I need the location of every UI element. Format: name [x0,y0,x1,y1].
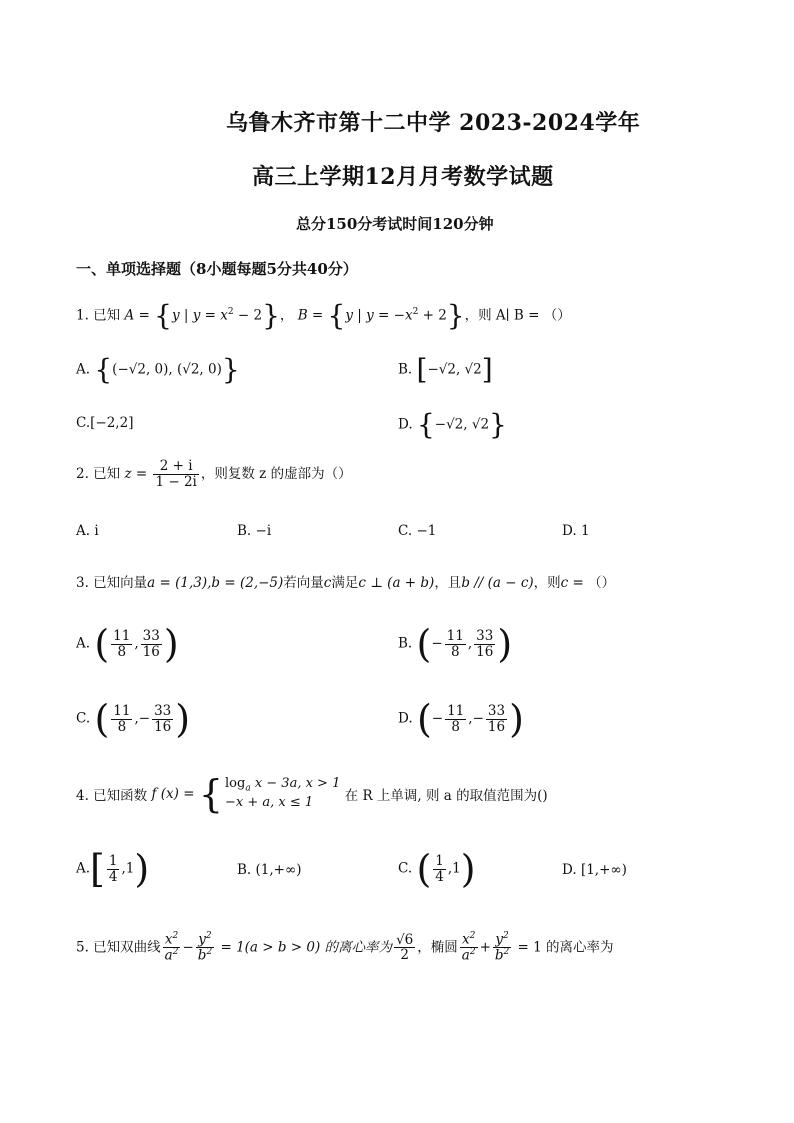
q3-option-c[interactable]: C. ( $\frac{11}{8}$ ,− $\frac{33}{16}$ ) [76,697,191,741]
option-label: A. [76,523,91,539]
fraction-denominator [460,948,478,963]
option-value: (−√2, 0), (√2, 0) [112,361,222,378]
option-label: C. [398,860,413,877]
bracket-left: [ [416,353,428,386]
q1-option-a[interactable] [76,353,240,386]
q4-option-c[interactable] [398,847,476,891]
fraction-denominator: 8 [117,718,127,735]
fraction-denominator: 16 [142,643,160,660]
q4-text: 4. 已知函数 [76,788,148,804]
case-1-tail: x − 3a, x > 1 [250,776,341,792]
q1-set-b-label: B = [297,307,328,324]
fraction-numerator: √6 [396,931,414,948]
brace-right: } [221,353,240,386]
q1-number: 1. 已知 [76,307,121,324]
option-label: C. [76,415,91,431]
q3-option-a[interactable]: A. ( $\frac{11}{8}$ , $\frac{33}{16}$ ) [76,622,179,666]
fraction-denominator: 4 [435,868,444,885]
log-base: a [245,784,251,795]
question-3 [76,571,615,591]
paren-left: ( [94,622,110,666]
fraction-numerator [460,932,478,948]
fraction [111,704,132,735]
q4-case-2: −x + a, x ≤ 1 [225,795,314,811]
option-label: B. [237,862,252,878]
fraction [394,933,415,964]
paren-left: ( [416,622,432,666]
fraction-denominator: 2 [400,947,409,964]
option-value: [1,+∞) [580,862,627,878]
fraction-denominator [196,948,214,963]
option-value: 1 [580,523,590,539]
q2-z: z = [124,465,152,482]
option-value: −√2, √2 [427,361,482,378]
fraction-denominator: 16 [487,718,506,735]
q1-set-b-body: y | y = −x [345,307,413,324]
q4-option-d[interactable] [562,862,627,878]
q3-text: 若向量 [283,575,324,591]
fraction-numerator: 11 [113,702,131,719]
fraction-numerator [196,932,214,948]
bracket-right: ] [481,353,493,386]
fraction-numerator: 11 [113,627,131,644]
fraction [445,629,466,660]
q5-condition: = 1(a > b > 0) 的离心率为 [216,939,393,956]
fraction-denominator: 8 [451,718,460,735]
option-label: B. [398,361,413,378]
var-x: x [461,931,470,948]
fraction-numerator [163,932,181,948]
fraction-numerator: 1 [108,852,118,869]
exponent: 2 [503,947,510,958]
fraction [445,704,466,735]
q3-option-d[interactable]: D. (− $\frac{11}{8}$ ,− $\frac{33}{16}$ ) [398,697,524,741]
paren-right: ) [509,697,524,741]
q4-piecewise [225,776,340,811]
brace-right: } [446,299,465,332]
fraction-numerator [493,932,511,948]
q2-option-c[interactable] [398,523,436,539]
exponent: 2 [172,947,179,958]
option-value: (1,+∞) [255,862,302,878]
option-value: −1 [416,523,437,539]
fraction-numerator: 33 [142,627,160,644]
bracket-left: [ [90,847,105,891]
fraction [433,854,446,885]
var-b: b [494,947,504,964]
fraction [493,932,511,964]
q3-text: 满足 [331,575,359,591]
fraction-numerator: 11 [446,627,464,644]
option-label: D. [562,862,577,878]
q1-question: ，则 A∣ B = （） [464,307,571,324]
q3-vector-c: c [323,575,332,591]
option-label: B. [398,635,413,652]
fraction [196,932,214,964]
option-label: D. [398,416,413,433]
q5-text: 5. 已知双曲线 [76,939,161,956]
q1-set-a-exp: 2 [227,307,234,317]
minus-sign: − [138,710,151,727]
question-2 [76,459,352,490]
fraction-numerator: 33 [154,702,172,719]
brace-left: { [94,353,113,386]
exponent: 2 [503,931,509,941]
q5-text: ，椭圆 [417,939,458,956]
minus-sign: − [431,635,443,652]
brace-right: } [489,408,507,441]
q1-option-d[interactable] [398,408,507,441]
q3-text: 3. 已知向量 [76,575,148,591]
option-tail: ,1 [447,860,461,877]
q4-option-b[interactable] [237,862,302,878]
fraction [141,629,162,660]
var-y: y [198,931,206,948]
option-value: −i [255,523,272,539]
paren-left: ( [416,697,432,741]
paren-right: ) [460,847,476,891]
paren-left: ( [94,697,110,741]
q3-question: = （） [568,575,616,591]
fraction-numerator: 1 [435,852,444,869]
question-5: 5. 已知双曲线 $\frac{x^2}{a^2}$ − $\frac{y^2}{b^2}$ = 1(a > b > 0) 的离心率为 $\frac{√6}{2}$ ，椭圆 $\frac{x^2}{a^2}$ + $\frac{y^2}{b^2}$ = 1 的离心率为 [76,931,614,964]
option-label: A. [76,860,91,877]
exam-subtitle: 总分150分考试时间120分钟 [296,215,494,233]
q3-condition-1: c ⊥ (a + b) [358,575,435,591]
fraction [460,932,478,964]
paren-right: ) [175,697,191,741]
fraction [163,932,181,964]
brace-left: { [416,408,435,441]
exponent: 2 [469,931,476,941]
option-value: i [94,523,99,539]
paren-right: ) [163,622,179,666]
option-label: D. [562,523,577,539]
option-label: A. [76,635,91,652]
q3-vector-b: b = (2,−5) [211,575,284,591]
q3-text: ，则 [533,575,561,591]
var-a: a [461,947,470,964]
fraction-denominator: 1 − 2i [155,473,197,490]
fraction [111,629,132,660]
q1-set-a-body: y | y = x [171,307,228,324]
q1-set-b-exp: 2 [412,307,419,317]
fraction [107,854,120,885]
exam-title-line2: 高三上学期12月月考数学试题 [252,164,554,190]
log-text: log [225,776,246,792]
fraction [474,629,495,660]
fraction [486,704,507,735]
q2-option-d[interactable] [562,523,590,539]
q1-set-a-tail: − 2 [233,307,263,324]
q2-option-a[interactable] [76,523,99,539]
var-x: x [164,931,173,948]
fraction [152,704,173,735]
option-label: D. [398,710,413,727]
exponent: 2 [205,931,212,941]
fraction-denominator [493,948,511,963]
fraction-denominator: 4 [108,868,118,885]
minus-sign: − [472,710,484,727]
q3-vector-a: a = (1,3), [147,575,212,591]
brace-left: { [327,299,346,332]
exponent: 2 [469,947,476,958]
fraction-denominator [163,948,181,963]
q2-question: ，则复数 z 的虚部为（） [200,465,352,482]
option-label: A. [76,361,91,378]
q1-option-c[interactable] [76,415,133,431]
fraction-numerator: 33 [487,702,506,719]
brace-left: { [154,299,172,332]
brace-left: { [198,772,223,816]
minus-sign: − [431,710,444,727]
q1-option-b[interactable] [398,353,493,386]
q4-question: 在 R 上单调, 则 a 的取值范围为() [344,788,548,804]
paren-right: ) [134,847,150,891]
q5-question: = 1 的离心率为 [513,939,614,956]
question-1 [76,299,571,332]
option-value: [−2,2] [90,415,134,431]
exam-title-line1: 乌鲁木齐市第十二中学 2023-2024学年 [226,110,641,136]
fraction-numerator: 2 + i [153,459,198,475]
q4-function: f (x) = [151,786,199,802]
q4-case-1 [225,776,341,795]
var-y: y [495,931,504,948]
fraction-denominator: 16 [476,643,494,660]
q2-number: 2. 已知 [76,465,121,482]
option-value: −√2, √2 [434,416,490,433]
q2-option-b[interactable] [237,523,271,539]
paren-right: ) [497,622,513,666]
q3-option-b[interactable]: B. (− $\frac{11}{8}$ , $\frac{33}{16}$ ) [398,622,513,666]
option-label: C. [398,523,413,539]
q4-option-a[interactable] [76,847,150,891]
q3-vector-c: c [560,575,569,591]
fraction-denominator: 8 [117,643,127,660]
fraction-numerator: 11 [447,702,465,719]
q3-text: ，且 [434,575,462,591]
option-tail: ,1 [121,860,135,877]
var-b: b [197,947,207,964]
fraction-denominator: 16 [154,718,172,735]
q2-fraction [153,459,198,490]
brace-right: } [262,299,280,332]
section-heading: 一、单项选择题（8小题每题5分共40分） [76,260,358,278]
q1-comma: ， [279,307,294,324]
fraction-denominator: 8 [450,643,460,660]
exponent: 2 [172,931,179,941]
fraction-numerator: 33 [476,627,494,644]
option-label: C. [76,710,91,727]
q1-set-b-tail: + 2 [418,307,447,324]
q1-set-a-label: A = [124,307,155,324]
q3-condition-2: b // (a − c) [461,575,534,591]
exponent: 2 [206,947,213,958]
var-a: a [164,947,173,964]
question-4 [76,772,548,816]
option-label: B. [237,523,252,539]
paren-left: ( [416,847,432,891]
